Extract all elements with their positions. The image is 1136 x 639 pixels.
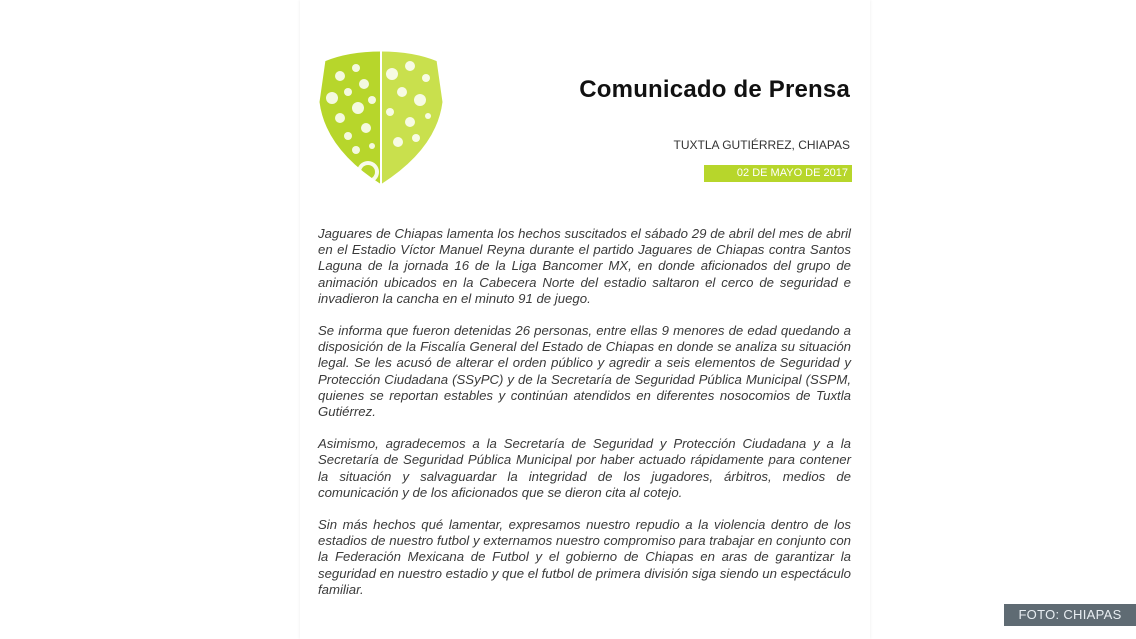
page-title: Comunicado de Prensa [579,76,850,103]
paragraph: Sin más hechos qué lamentar, expresamos nuestro repudio a la violencia dentro de los estadios de nuestro futbol y externamos nuestro compromiso para trabajar en conjunto con la Federación Mexicana de Futbol y el gobierno de Chiapas en aras de garantizar la seguridad en nuestro estadio y que el futbol de primera división siga siendo un espectáculo familiar. [318,517,851,597]
paragraph: Asimismo, agradecemos a la Secretaría de Seguridad y Protección Ciudadana y a la Secretaría de Seguridad Pública Municipal por haber actuado rápidamente para contener la situación y salvaguardar la integridad de los jugadores, árbitros, medios de comunicación y de los aficionados que se dieron cita al cotejo. [318,436,851,500]
club-crest-icon [318,46,444,188]
paragraph: Jaguares de Chiapas lamenta los hechos suscitados el sábado 29 de abril del mes de abril en el Estadio Víctor Manuel Reyna durante el partido Jaguares de Chiapas contra Santos Laguna de la jornada 16 de la Liga Bancomer MX, en donde aficionados del grupo de animación ubicados en la Cabecera Norte del estadio saltaron el cerco de seguridad e invadieron la cancha en el minuto 91 de juego. [318,226,851,306]
date-badge: 02 DE MAYO DE 2017 [704,165,852,182]
location-text: TUXTLA GUTIÉRREZ, CHIAPAS [673,138,850,152]
photo-credit-badge: FOTO: CHIAPAS [1004,604,1136,626]
paragraph: Se informa que fueron detenidas 26 personas, entre ellas 9 menores de edad quedando a disposición de la Fiscalía General del Estado de Chiapas en donde se analiza su situación legal. Se les acusó de alterar el orden público y agredir a seis elementos de Seguridad y Protección Ciudadana (SSyPC) y de la Secretaría de Seguridad Pública Municipal (SSPM, quienes se reportan estables y continúan atendidos en diferentes nosocomios de Tuxtla Gutiérrez. [318,323,851,420]
press-release-body [318,226,851,614]
